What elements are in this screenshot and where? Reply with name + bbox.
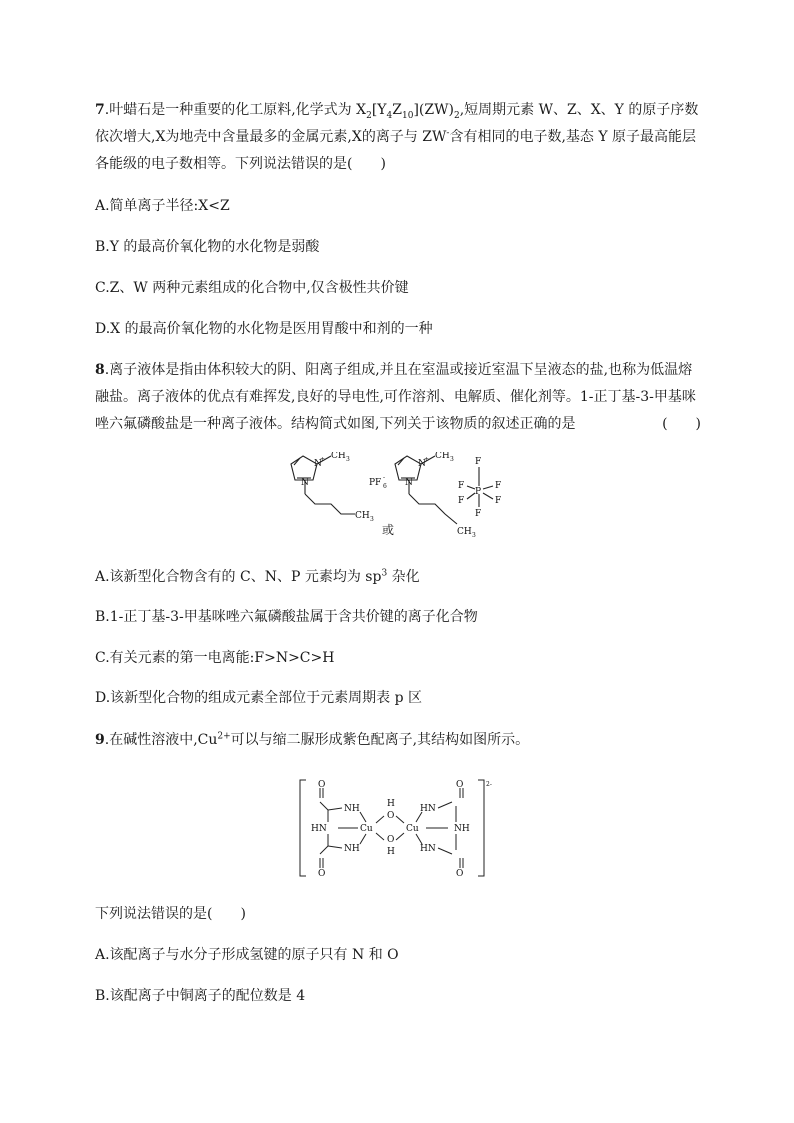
q8-stem: 8.离子液体是指由体积较大的阴、阳离子组成,并且在室温或接近室温下呈液态的盐,也称为低温熔融盐。离子液体的优点有难挥发,良好的导电性,可作溶剂、电解质、催化剂等。1-正丁基-3-甲基咪唑六氟磷酸盐是一种离子液体。结构简式如图,下列关于该物质的叙述正确的是 ( ) [95,357,705,438]
svg-text:O: O [318,780,326,790]
q9-number: 9 [95,732,105,748]
svg-text:NH: NH [454,824,470,834]
svg-text:HN: HN [420,804,436,814]
svg-text:HN: HN [420,844,436,854]
svg-text:NH: NH [344,804,360,814]
svg-text:H: H [387,799,395,809]
q8-option-c: C.有关元素的第一电离能:F>N>C>H [95,650,335,666]
svg-text:CH: CH [435,452,450,461]
svg-text:3: 3 [370,516,374,523]
svg-text:F: F [495,496,502,506]
svg-text:O: O [456,780,464,790]
q8-fig-p: P [475,487,482,497]
q8-fig-n-plus-1: N [314,459,322,469]
q8-number: 8 [95,362,105,378]
svg-text:F: F [495,481,502,491]
svg-text:F: F [475,457,482,467]
q8-structure-figure [285,452,525,540]
q8-answer-paren: ( ) [662,416,701,432]
q8-option-a: A.该新型化合物含有的 C、N、P 元素均为 $sp^3$ 杂化 [95,568,420,585]
svg-text:O: O [387,811,395,821]
q9-fig-cu-1: Cu [360,824,373,834]
q9-stem: 9.在碱性溶液中$,Cu^{2+}$可以与缩二脲形成紫色配离子,其结构如图所示。 [95,731,530,748]
svg-text:F: F [458,481,465,491]
svg-text:+: + [424,456,430,463]
svg-text:HN: HN [311,824,327,834]
svg-text:H: H [387,847,395,857]
q7-option-d: D.X 的最高价氧化物的水化物是医用胃酸中和剂的一种 [95,321,433,337]
q7-option-a: A.简单离子半径:X<Z [95,198,230,214]
svg-text:3: 3 [346,456,350,463]
svg-text:3: 3 [450,456,454,463]
svg-text:-: - [383,474,386,481]
svg-text:CH: CH [457,527,472,537]
q7-stem: 7.叶蜡石是一种重要的化工原料,化学式为 $X_2[Y_4Z_{10}](ZW)_2$,短周期元素 W、Z、X、Y 的原子序数依次增大,X为地壳中含量最多的金属元素,X的离子与 ZW-含有相同的电子数,基态 Y 原子最高能层各能级的电子数相等。下列说法错误的是( ) [95,102,699,172]
svg-text:F: F [475,509,482,519]
svg-text:NH: NH [344,844,360,854]
q8-option-b: B.1-正丁基-3-甲基咪唑六氟磷酸盐属于含共价键的离子化合物 [95,609,478,625]
q9-structure-figure [298,778,498,878]
svg-text:O: O [456,869,464,878]
q9-fig-charge: 2- [486,781,492,788]
q9-option-b: B.该配离子中铜离子的配位数是 4 [95,988,306,1004]
svg-text:O: O [318,869,326,878]
q7-option-b: B.Y 的最高价氧化物的水化物是弱酸 [95,239,320,255]
svg-text:CH: CH [331,452,346,461]
q8-fig-pf6: PF [369,478,382,488]
q9-option-a: A.该配离子与水分子形成氢键的原子只有 N 和 O [95,947,399,963]
q9-question: 下列说法错误的是( ) [95,906,246,922]
q9-fig-cu-2: Cu [406,824,419,834]
svg-text:+: + [320,456,326,463]
q7-option-c: C.Z、W 两种元素组成的化合物中,仅含极性共价键 [95,280,409,296]
q8-fig-n-plus-2: N [418,459,426,469]
svg-text:CH: CH [355,511,370,521]
svg-text:F: F [458,496,465,506]
q8-fig-n-1: N [301,478,309,488]
q8-option-d: D.该新型化合物的组成元素全部位于元素周期表 p 区 [95,690,423,706]
svg-text:3: 3 [472,532,476,539]
q7-number: 7 [95,102,105,118]
svg-text:O: O [387,835,395,845]
q8-fig-n-2: N [405,478,413,488]
q8-fig-or: 或 [382,523,395,537]
svg-text:6: 6 [383,483,387,490]
